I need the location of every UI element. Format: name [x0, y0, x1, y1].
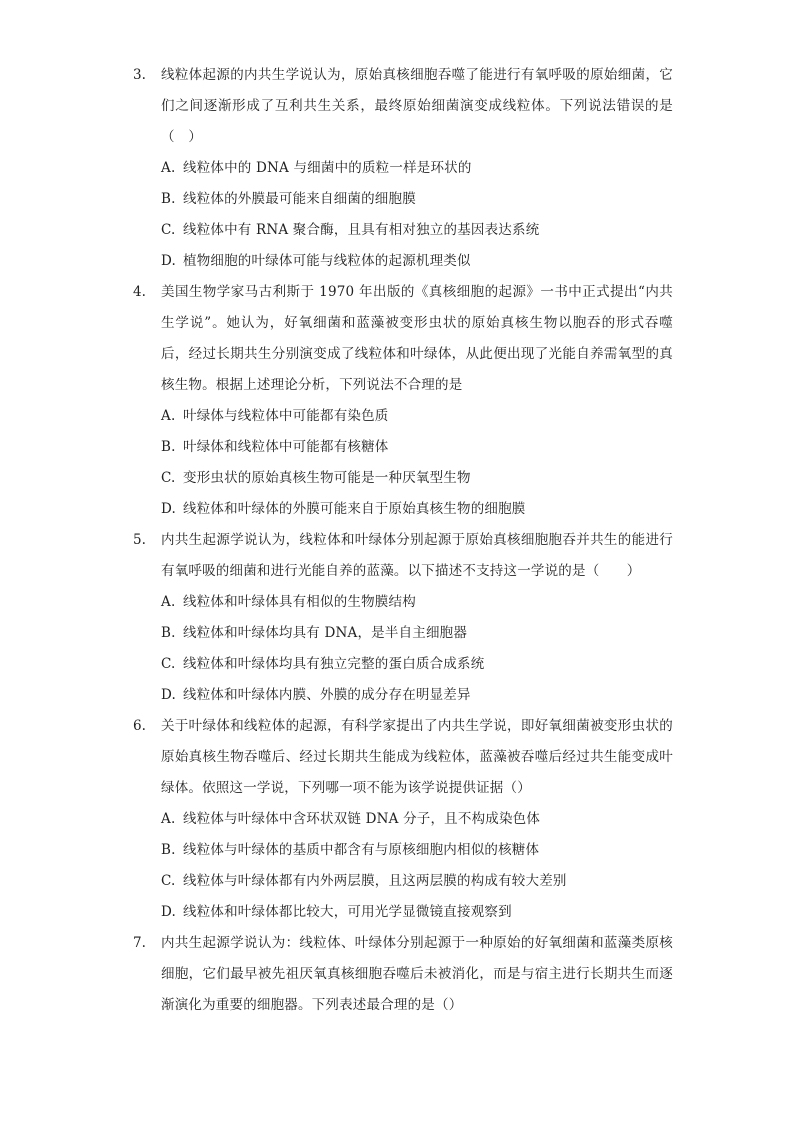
option-c[interactable] [161, 649, 673, 680]
option-d[interactable] [161, 246, 673, 277]
option-letter: D. [161, 687, 177, 703]
question-4 [133, 277, 673, 525]
question-stem: 内共生起源学说认为，线粒体和叶绿体分别起源于原始真核细胞胞吞并共生的能进行有氧呼吸的细菌和进行光能自养的蓝藻。以下描述不支持这一学说的是（ ） [161, 532, 673, 579]
question-5 [133, 525, 673, 711]
option-letter: B. [161, 439, 176, 455]
option-letter: B. [161, 842, 176, 858]
option-text: 线粒体和叶绿体均具有 DNA，是半自主细胞器 [183, 625, 468, 641]
option-text: 线粒体和叶绿体内膜、外膜的成分存在明显差异 [183, 687, 471, 703]
option-letter: A. [161, 594, 176, 610]
options-list [161, 401, 673, 525]
question-number: 7. [133, 935, 146, 951]
question-6 [133, 711, 673, 928]
option-text: 线粒体与叶绿体都有内外两层膜，且这两层膜的构成有较大差别 [183, 873, 567, 889]
option-b[interactable] [161, 618, 673, 649]
option-text: 线粒体与叶绿体中含环状双链 DNA 分子，且不构成染色体 [183, 811, 541, 827]
option-text: 线粒体和叶绿体都比较大，可用光学显微镜直接观察到 [183, 904, 512, 920]
options-list [161, 587, 673, 711]
option-letter: D. [161, 253, 177, 269]
option-letter: C. [161, 470, 176, 486]
option-text: 叶绿体与线粒体中可能都有染色质 [183, 408, 389, 424]
option-letter: B. [161, 625, 176, 641]
option-b[interactable] [161, 835, 673, 866]
option-c[interactable] [161, 463, 673, 494]
option-letter: B. [161, 191, 176, 207]
question-number: 6. [133, 718, 146, 734]
question-number: 3. [133, 67, 146, 83]
option-a[interactable] [161, 587, 673, 618]
question-stem: 关于叶绿体和线粒体的起源，有科学家提出了内共生学说，即好氧细菌被变形虫状的原始真核生物吞噬后、经过长期共生能成为线粒体，蓝藻被吞噬后经过共生能变成叶绿体。依照这一学说，下列哪一项不能为该学说提供证据（） [161, 718, 673, 796]
option-letter: A. [161, 408, 176, 424]
option-b[interactable] [161, 432, 673, 463]
option-text: 线粒体的外膜最可能来自细菌的细胞膜 [183, 191, 416, 207]
option-text: 线粒体中的 DNA 与细菌中的质粒一样是环状的 [183, 160, 472, 176]
option-b[interactable] [161, 184, 673, 215]
option-a[interactable] [161, 401, 673, 432]
option-c[interactable] [161, 215, 673, 246]
option-d[interactable] [161, 680, 673, 711]
options-list [161, 153, 673, 277]
option-c[interactable] [161, 866, 673, 897]
question-3 [133, 60, 673, 277]
option-letter: C. [161, 873, 176, 889]
option-text: 线粒体和叶绿体均具有独立完整的蛋白质合成系统 [183, 656, 485, 672]
question-stem: 线粒体起源的内共生学说认为，原始真核细胞吞噬了能进行有氧呼吸的原始细菌，它们之间逐渐形成了互利共生关系，最终原始细菌演变成线粒体。下列说法错误的是（ ） [161, 67, 673, 145]
option-a[interactable] [161, 804, 673, 835]
option-text: 线粒体中有 RNA 聚合酶，且具有相对独立的基因表达系统 [183, 222, 540, 238]
question-7 [133, 928, 673, 1021]
option-letter: C. [161, 222, 176, 238]
option-text: 叶绿体和线粒体中可能都有核糖体 [183, 439, 389, 455]
option-d[interactable] [161, 494, 673, 525]
question-stem: 内共生起源学说认为：线粒体、叶绿体分别起源于一种原始的好氧细菌和蓝藻类原核细胞，它们最早被先祖厌氧真核细胞吞噬后未被消化，而是与宿主进行长期共生而逐渐演化为重要的细胞器。下列表述最合理的是（） [161, 935, 673, 1013]
options-list [161, 804, 673, 928]
option-a[interactable] [161, 153, 673, 184]
option-letter: A. [161, 160, 176, 176]
question-number: 4. [133, 284, 146, 300]
option-text: 变形虫状的原始真核生物可能是一种厌氧型生物 [183, 470, 471, 486]
question-number: 5. [133, 532, 146, 548]
question-stem: 美国生物学家马古利斯于 1970 年出版的《真核细胞的起源》一书中正式提出“内共生学说”。她认为，好氧细菌和蓝藻被变形虫状的原始真核生物以胞吞的形式吞噬后，经过长期共生分别演变成了线粒体和叶绿体，从此便出现了光能自养需氧型的真核生物。根据上述理论分析，下列说法不合理的是 [161, 284, 673, 393]
option-text: 植物细胞的叶绿体可能与线粒体的起源机理类似 [183, 253, 471, 269]
option-text: 线粒体与叶绿体的基质中都含有与原核细胞内相似的核糖体 [183, 842, 540, 858]
option-letter: D. [161, 904, 177, 920]
option-text: 线粒体和叶绿体的外膜可能来自于原始真核生物的细胞膜 [183, 501, 526, 517]
option-letter: A. [161, 811, 176, 827]
option-letter: D. [161, 501, 177, 517]
option-letter: C. [161, 656, 176, 672]
option-d[interactable] [161, 897, 673, 928]
option-text: 线粒体和叶绿体具有相似的生物膜结构 [183, 594, 416, 610]
